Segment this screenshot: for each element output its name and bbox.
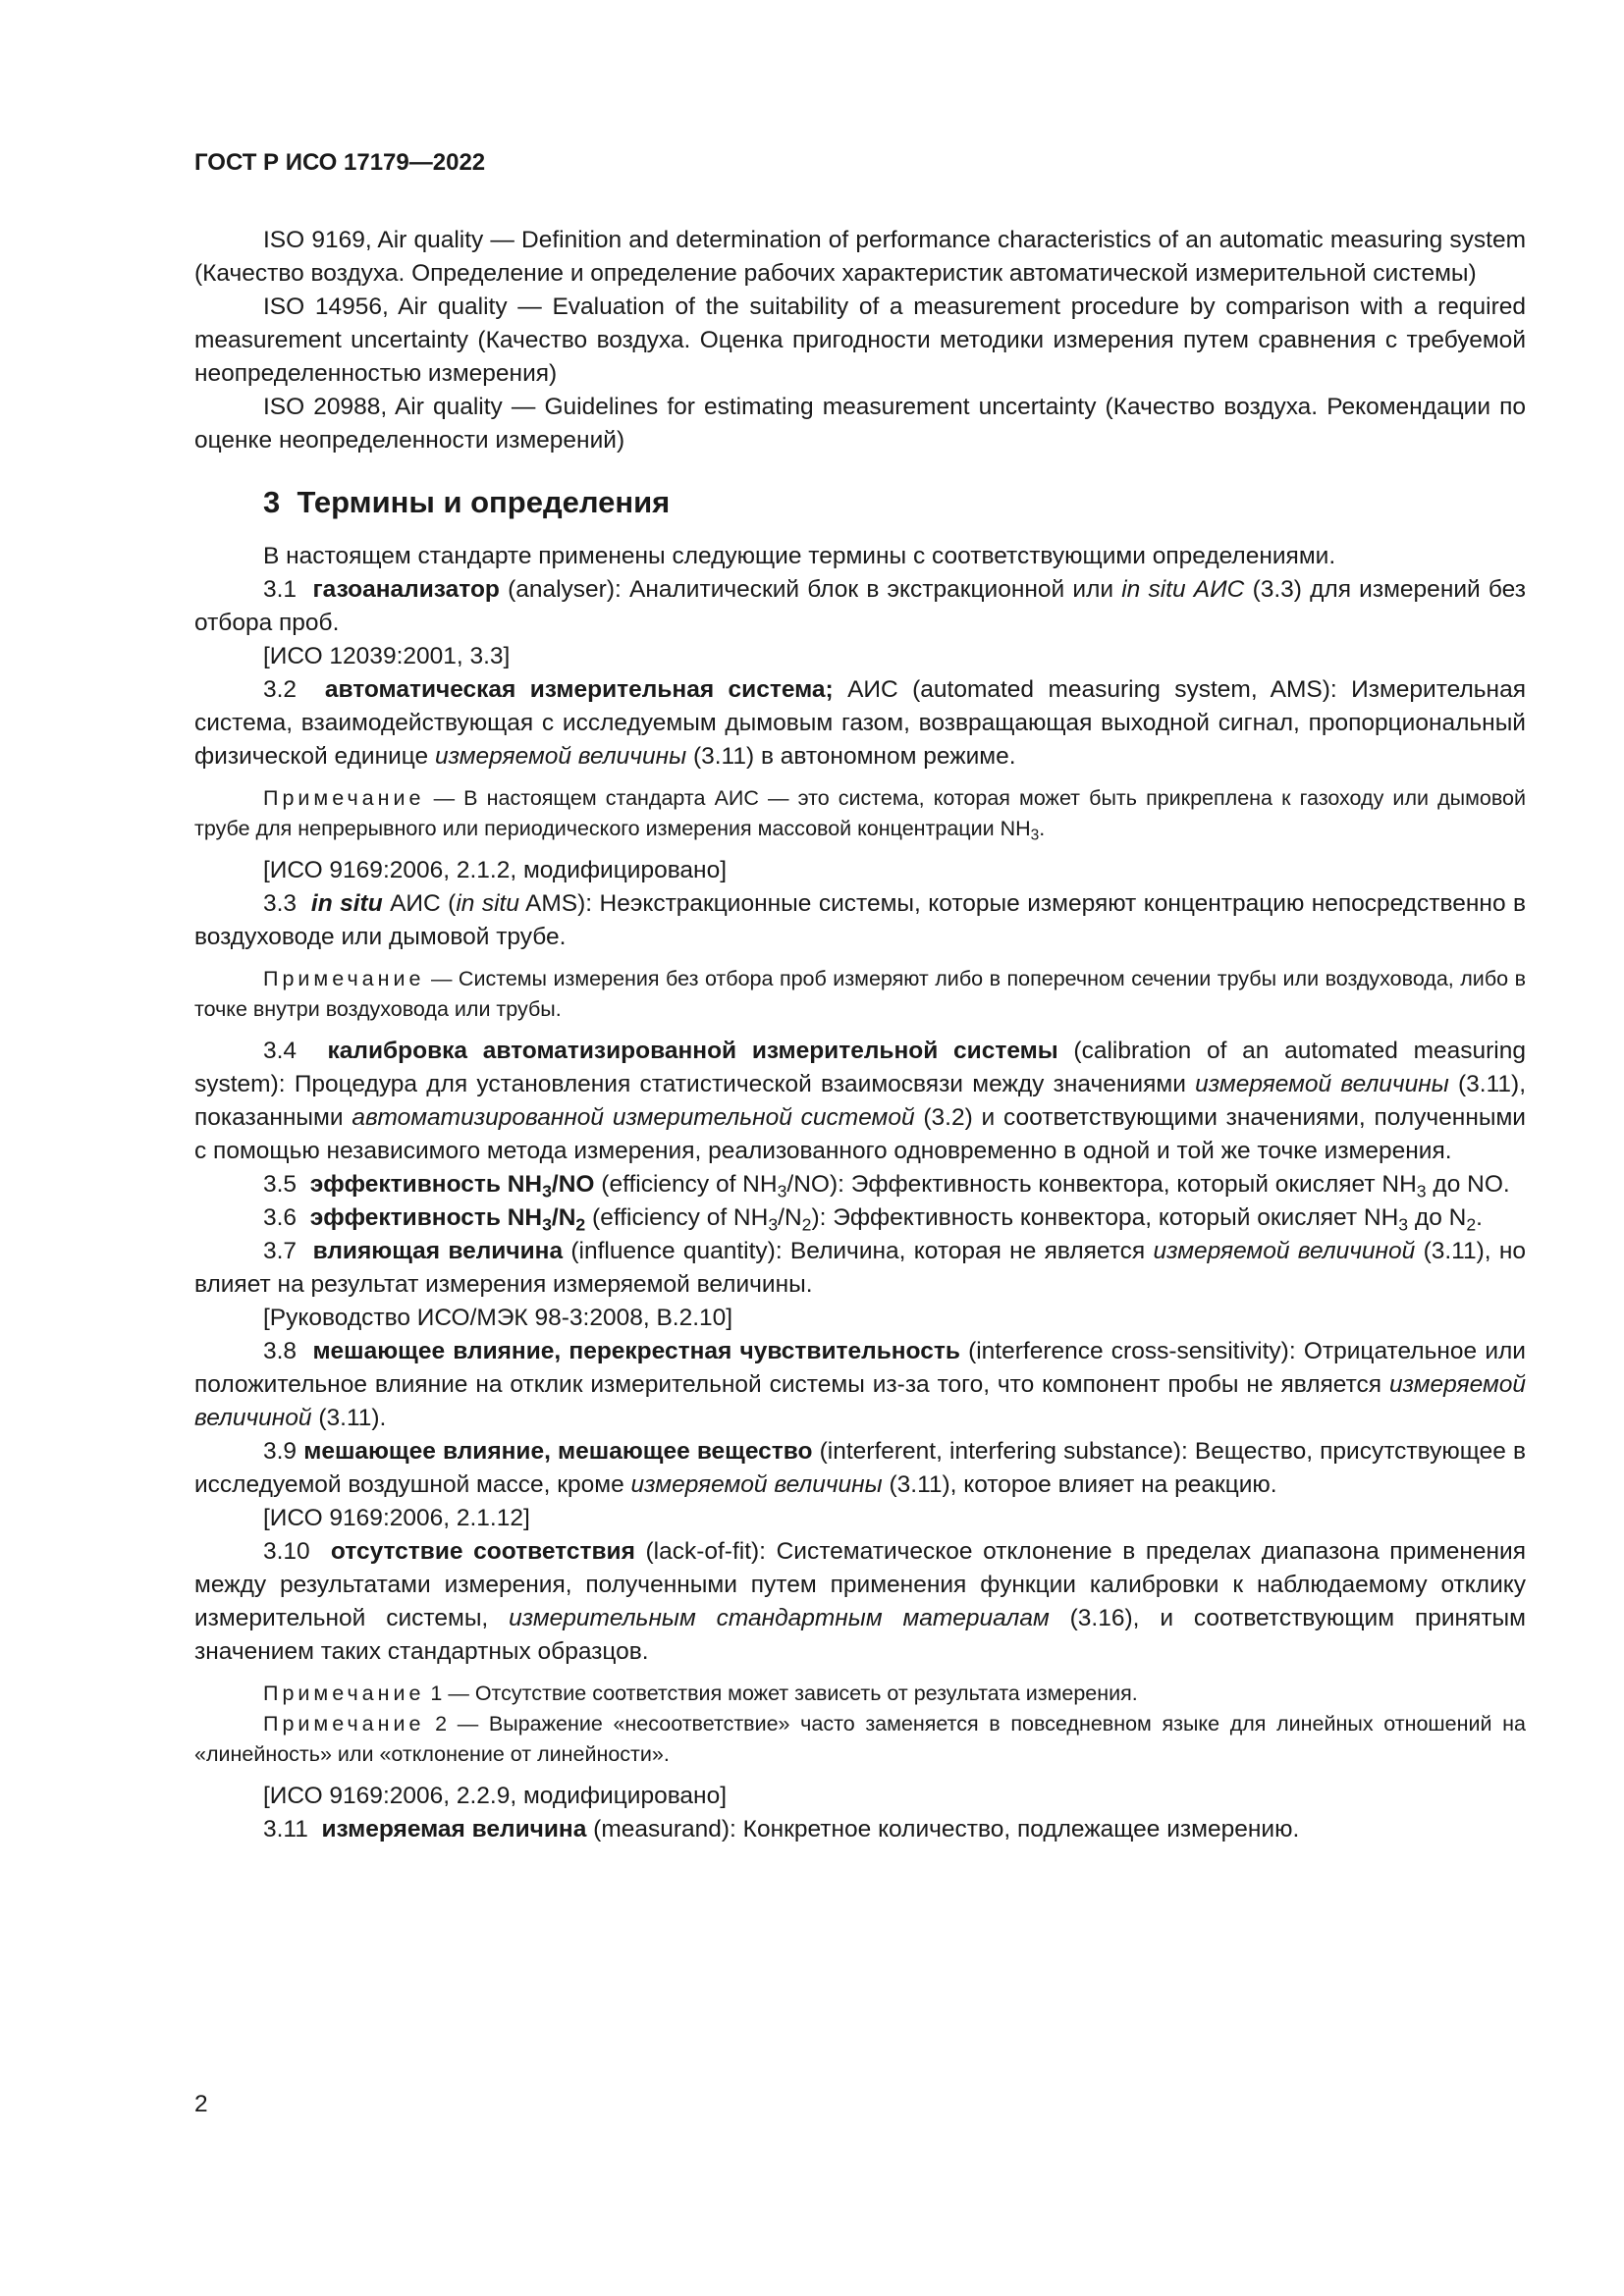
term-3-3: 3.3 in situ АИС (in situ AMS): Неэкстракционные системы, которые измеряют концентрацию непосредственно в воздуховоде или дымовой трубе. (194, 890, 1527, 950)
term-3-8: 3.8 мешающее влияние, перекрестная чувствительность (interference cross-sensitivity): Отрицательное или положительное влияние на отклик измерительной системы из-за того, что компонент пробы не является измеряемой величиной (3.11). (194, 1338, 1526, 1431)
term-source: [Руководство ИСО/МЭК 98-3:2008, В.2.10] (263, 1305, 733, 1331)
section-intro: В настоящем стандарте применены следующие термины с соответствующими определениями. (263, 543, 1336, 569)
term-3-7: 3.7 влияющая величина (influence quantity): Величина, которая не является измеряемой величиной (3.11), но влияет на результат измерения измеряемой величины. (194, 1238, 1526, 1298)
term-source: [ИСО 12039:2001, 3.3] (263, 643, 511, 669)
term-source: [ИСО 9169:2006, 2.1.12] (263, 1505, 530, 1531)
term-3-10: 3.10 отсутствие соответствия (lack-of-fit): Систематическое отклонение в пределах диапазона применения между результатами измерения, полученными путем применения функции калибровки к наблюдаемому отклику измерительной системы, измерительным стандартным материалам (3.16), и соответствующим принятым значением таких стандартных образцов. (194, 1538, 1526, 1665)
document-header: ГОСТ Р ИСО 17179—2022 (194, 149, 486, 176)
term-3-5: 3.5 эффективность $NH_3/NO$ (efficiency of $NH_3/NO$): Эффективность конвектора, который окисляет $NH_3$ до NO. (263, 1171, 1510, 1201)
term-source: [ИСО 9169:2006, 2.1.2, модифицировано] (263, 857, 728, 883)
term-source: [ИСО 9169:2006, 2.2.9, модифицировано] (263, 1783, 728, 1809)
term-3-9: 3.9 мешающее влияние, мешающее вещество (interferent, interfering substance): Вещество, присутствующее в исследуемой воздушной массе, кроме измеряемой величины (3.11), которое влияет на реакцию. (194, 1438, 1527, 1498)
note: Примечание 1 — Отсутствие соответствия может зависеть от результата измерения. (263, 1682, 1138, 1705)
page-content (194, 224, 1526, 1846)
term-3-11: 3.11 измеряемая величина (measurand): Конкретное количество, подлежащее измерению. (263, 1816, 1300, 1842)
term-3-2: 3.2 автоматическая измерительная система; АИС (automated measuring system, AMS): Измерительная система, взаимодействующая с исследуемым дымовым газом, возвращающая выходной сигнал, пропорциональный физической единице измеряемой величины (3.11) в автономном режиме. (194, 676, 1526, 770)
note: Примечание — Системы измерения без отбора проб измеряют либо в поперечном сечении трубы или воздуховода, либо в точке внутри воздуховода или трубы. (194, 967, 1526, 1021)
section-heading: 3 Термины и определения (263, 485, 671, 519)
term-3-1: 3.1 газоанализатор (analyser): Аналитический блок в экстракционной или in situ АИС (3.3) для измерений без отбора проб. (194, 576, 1526, 636)
note: Примечание — В настоящем стандарта АИС — это система, которая может быть прикреплена к газоходу или дымовой трубе для непрерывного или периодического измерения массовой концентрации $NH_3$. (194, 786, 1526, 844)
term-3-4: 3.4 калибровка автоматизированной измерительной системы (calibration of an automated measuring system): Процедура для установления статистической взаимосвязи между значениями измеряемой величины (3.11), показанными автоматизированной измерительной системой (3.2) и соответствующими значениями, полученными с помощью независимого метода измерения, реализованного одновременно в одной и той же точке измерения. (194, 1038, 1527, 1164)
reference-iso-14956: ISO 14956, Air quality — Evaluation of the suitability of a measurement procedure by comparison with a required measurement uncertainty (Качество воздуха. Оценка пригодности методики измерения путем сравнения с требуемой неопределенностью измерения) (194, 294, 1527, 387)
term-3-6: 3.6 эффективность $NH_3/N_2$ (efficiency of $NH_3/N_2$): Эффективность конвектора, который окисляет $NH_3$ до $N_2$. (263, 1204, 1483, 1235)
reference-iso-9169: ISO 9169, Air quality — Definition and determination of performance characteristics of an automatic measuring system (Качество воздуха. Определение и определение рабочих характеристик автоматической измерительной системы) (194, 227, 1527, 287)
page-number: 2 (194, 2091, 208, 2117)
note: Примечание 2 — Выражение «несоответствие» часто заменяется в повседневном языке для линейных отношений на «линейность» или «отклонение от линейности». (194, 1712, 1526, 1766)
reference-iso-20988: ISO 20988, Air quality — Guidelines for estimating measurement uncertainty (Качество воздуха. Рекомендации по оценке неопределенности измерений) (194, 394, 1527, 454)
